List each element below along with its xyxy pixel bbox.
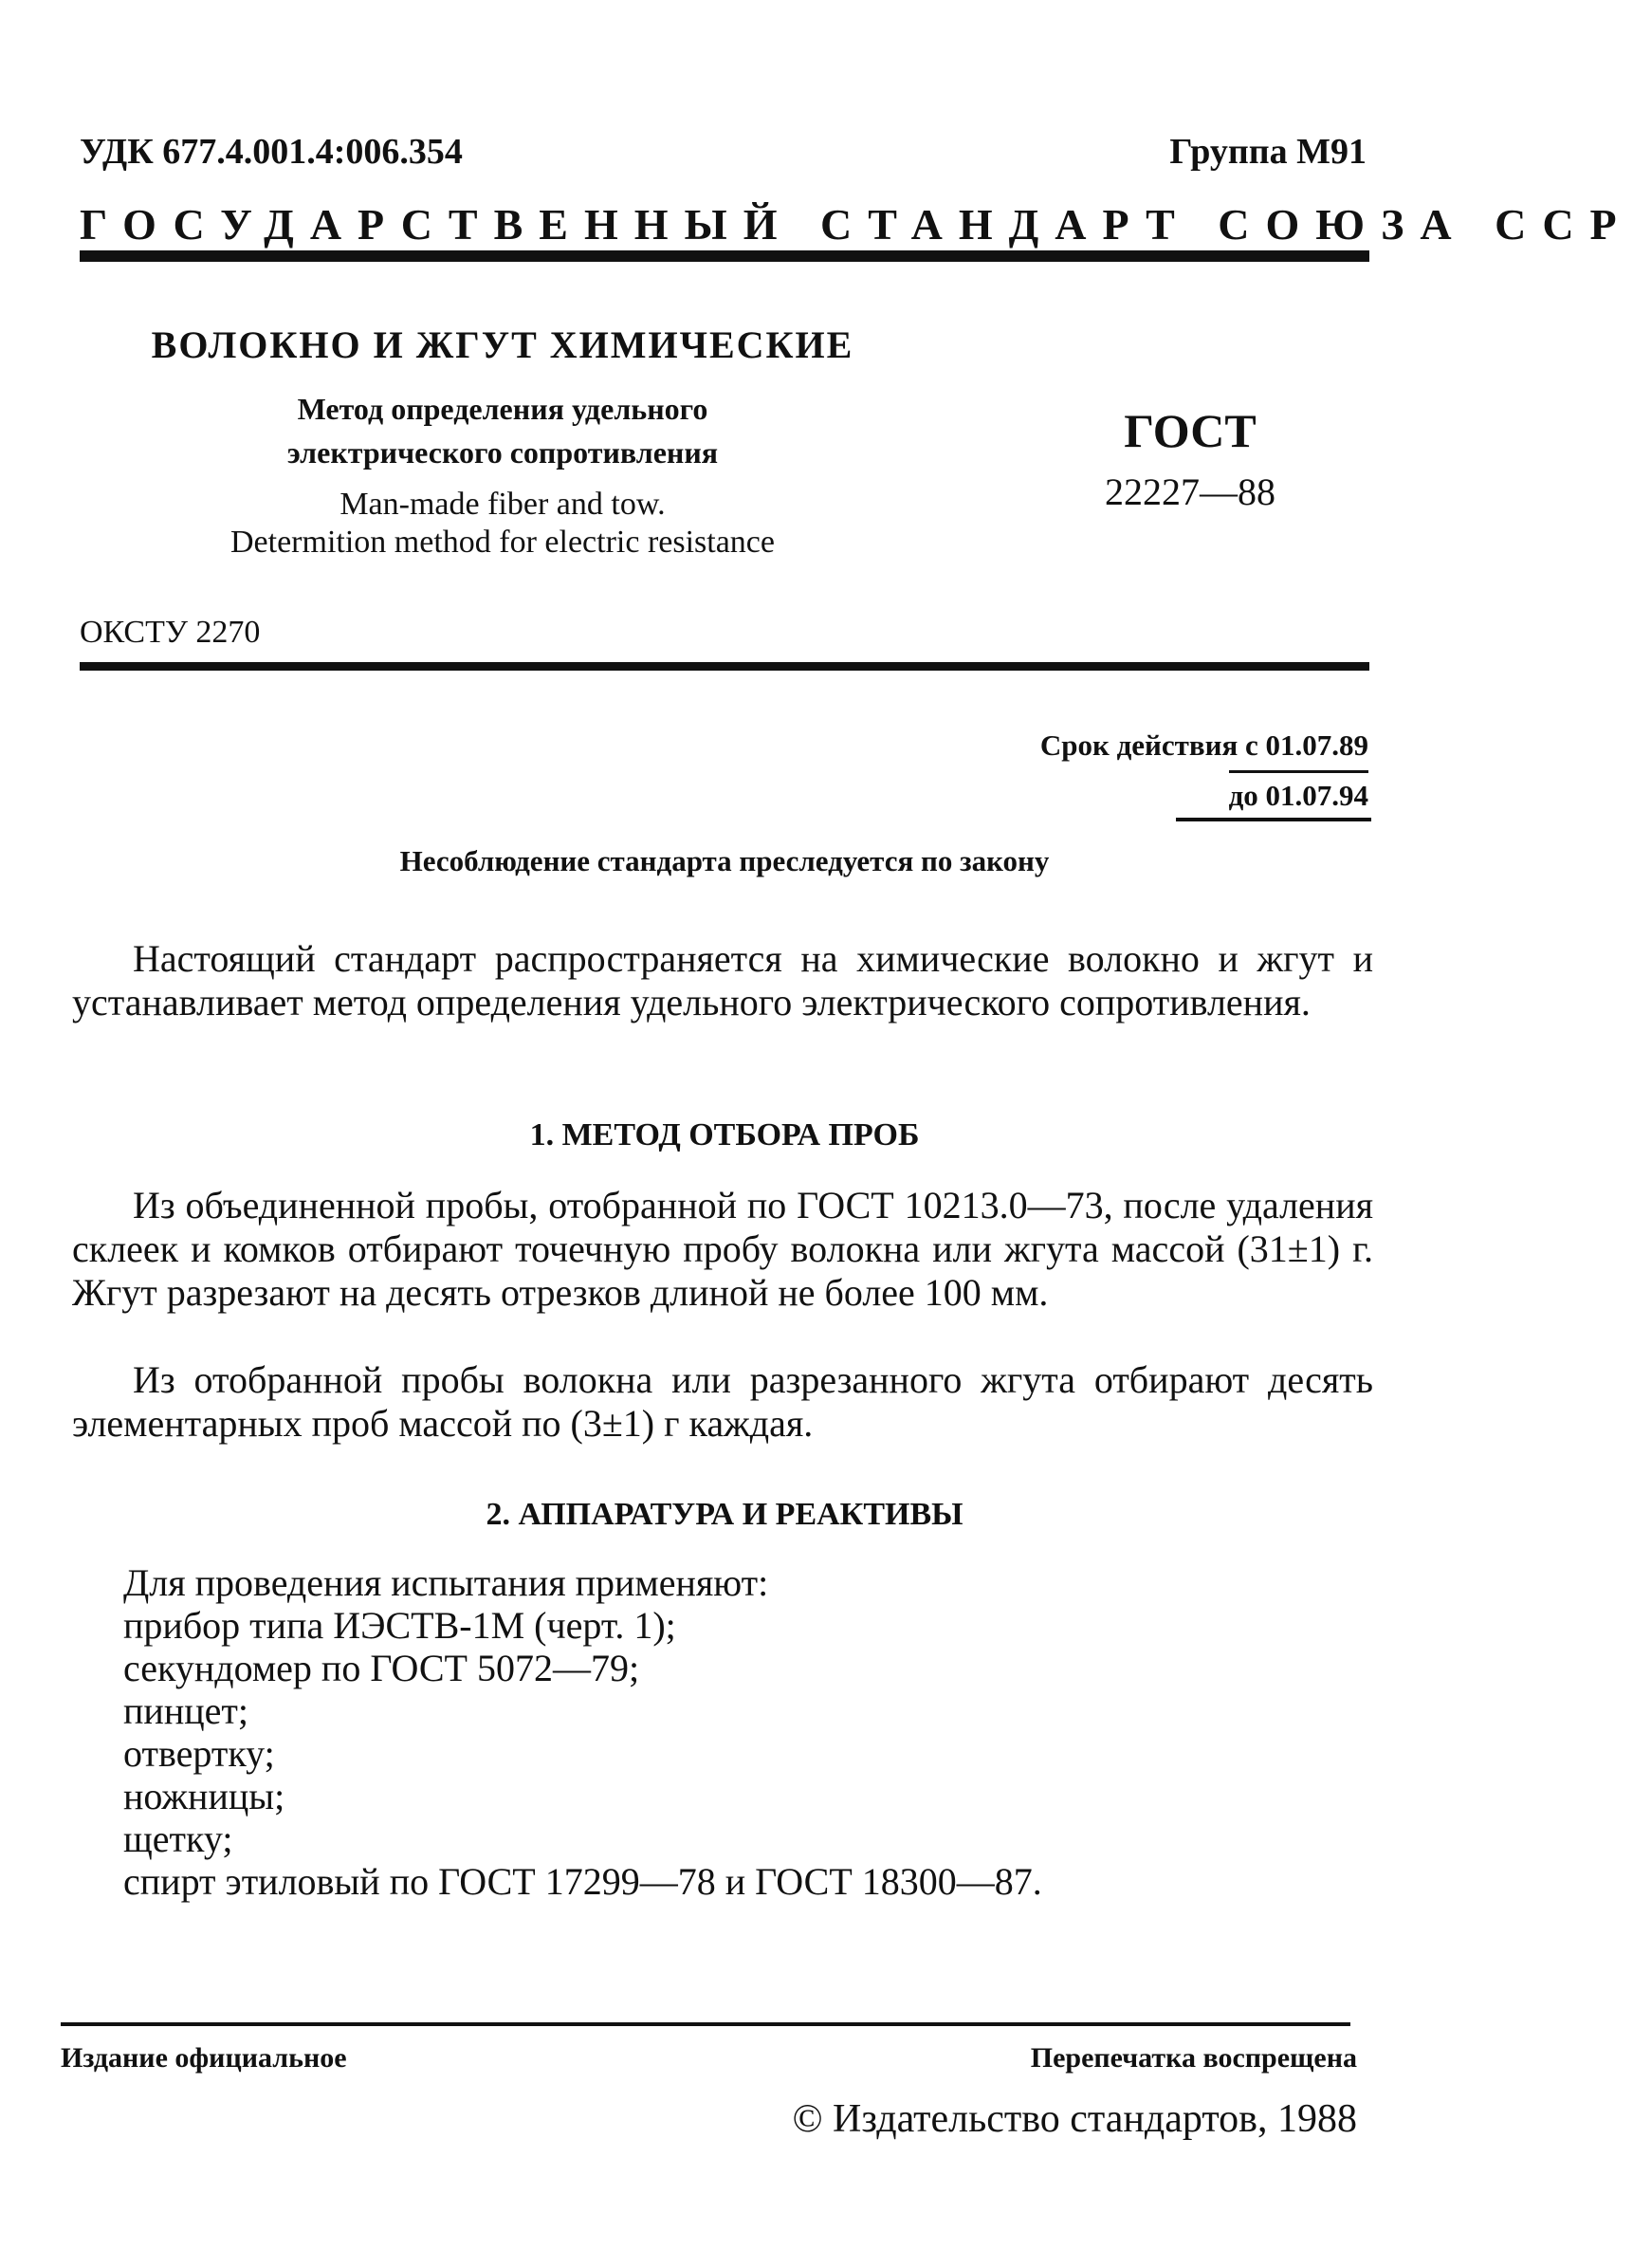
section-1-paragraph: Из объединенной пробы, отобранной по ГОСТ 10213.0—73, после удаления склеек и комков отбирают точечную пробу волокна или жгута массой (31±1) г. Жгут разрезают на десять отрезков длиной не более 100 мм.: [72, 1184, 1373, 1314]
legal-notice: Несоблюдение стандарта преследуется по закону: [399, 844, 1050, 877]
document-title: ВОЛОКНО И ЖГУТ ХИМИЧЕСКИЕ: [151, 323, 854, 366]
section-1-heading: 1. МЕТОД ОТБОРА ПРОБ: [529, 1117, 920, 1152]
mid-rule: [80, 662, 1369, 671]
gost-label: ГОСТ: [1124, 404, 1257, 457]
validity-to: до 01.07.94: [1229, 770, 1368, 817]
subtitle-line: электрического сопротивления: [286, 435, 719, 470]
standard-banner: ГОСУДАРСТВЕННЫЙ СТАНДАРТ СОЮЗА ССР: [80, 200, 1633, 249]
list-item: ножницы;: [123, 1775, 285, 1817]
copyright-line: © Издательство стандартов, 1988: [792, 2097, 1357, 2141]
validity-period: [1040, 721, 1368, 821]
gost-number: 22227—88: [1105, 470, 1275, 513]
list-item: щетку;: [123, 1817, 233, 1860]
section-2-heading: 2. АППАРАТУРА И РЕАКТИВЫ: [486, 1497, 963, 1532]
list-item: отвертку;: [123, 1732, 275, 1775]
list-item: спирт этиловый по ГОСТ 17299—78 и ГОСТ 18300—87.: [123, 1860, 1042, 1903]
document-subtitle: [142, 387, 863, 474]
english-title: [142, 486, 863, 562]
validity-rule: [1176, 818, 1371, 821]
top-rule: [80, 250, 1369, 262]
equipment-list: [123, 1561, 1261, 1903]
okstu-code: ОКСТУ 2270: [80, 615, 261, 650]
udk-code: УДК 677.4.001.4:006.354: [80, 132, 463, 172]
official-edition-label: Издание официальное: [61, 2042, 347, 2074]
list-item: прибор типа ИЭСТВ-1М (черт. 1);: [123, 1604, 676, 1647]
list-item: пинцет;: [123, 1689, 248, 1732]
subtitle-line: Метод определения удельного: [297, 392, 708, 426]
validity-from: Срок действия с 01.07.89: [1039, 728, 1368, 762]
footer-rule: [61, 2022, 1350, 2026]
group-code: Группа М91: [1169, 132, 1367, 172]
list-item: секундомер по ГОСТ 5072—79;: [123, 1647, 640, 1689]
list-lead: Для проведения испытания применяют:: [123, 1561, 769, 1604]
english-title-line: Determition method for electric resistance: [230, 525, 775, 560]
english-title-line: Man-made fiber and tow.: [339, 487, 666, 522]
section-1-paragraph: Из отобранной пробы волокна или разрезанного жгута отбирают десять элементарных проб массой по (3±1) г каждая.: [72, 1358, 1373, 1445]
intro-paragraph: Настоящий стандарт распространяется на химические волокно и жгут и устанавливает метод определения удельного электрического сопротивления.: [72, 937, 1373, 1023]
reprint-prohibited-label: Перепечатка воспрещена: [1030, 2042, 1357, 2074]
